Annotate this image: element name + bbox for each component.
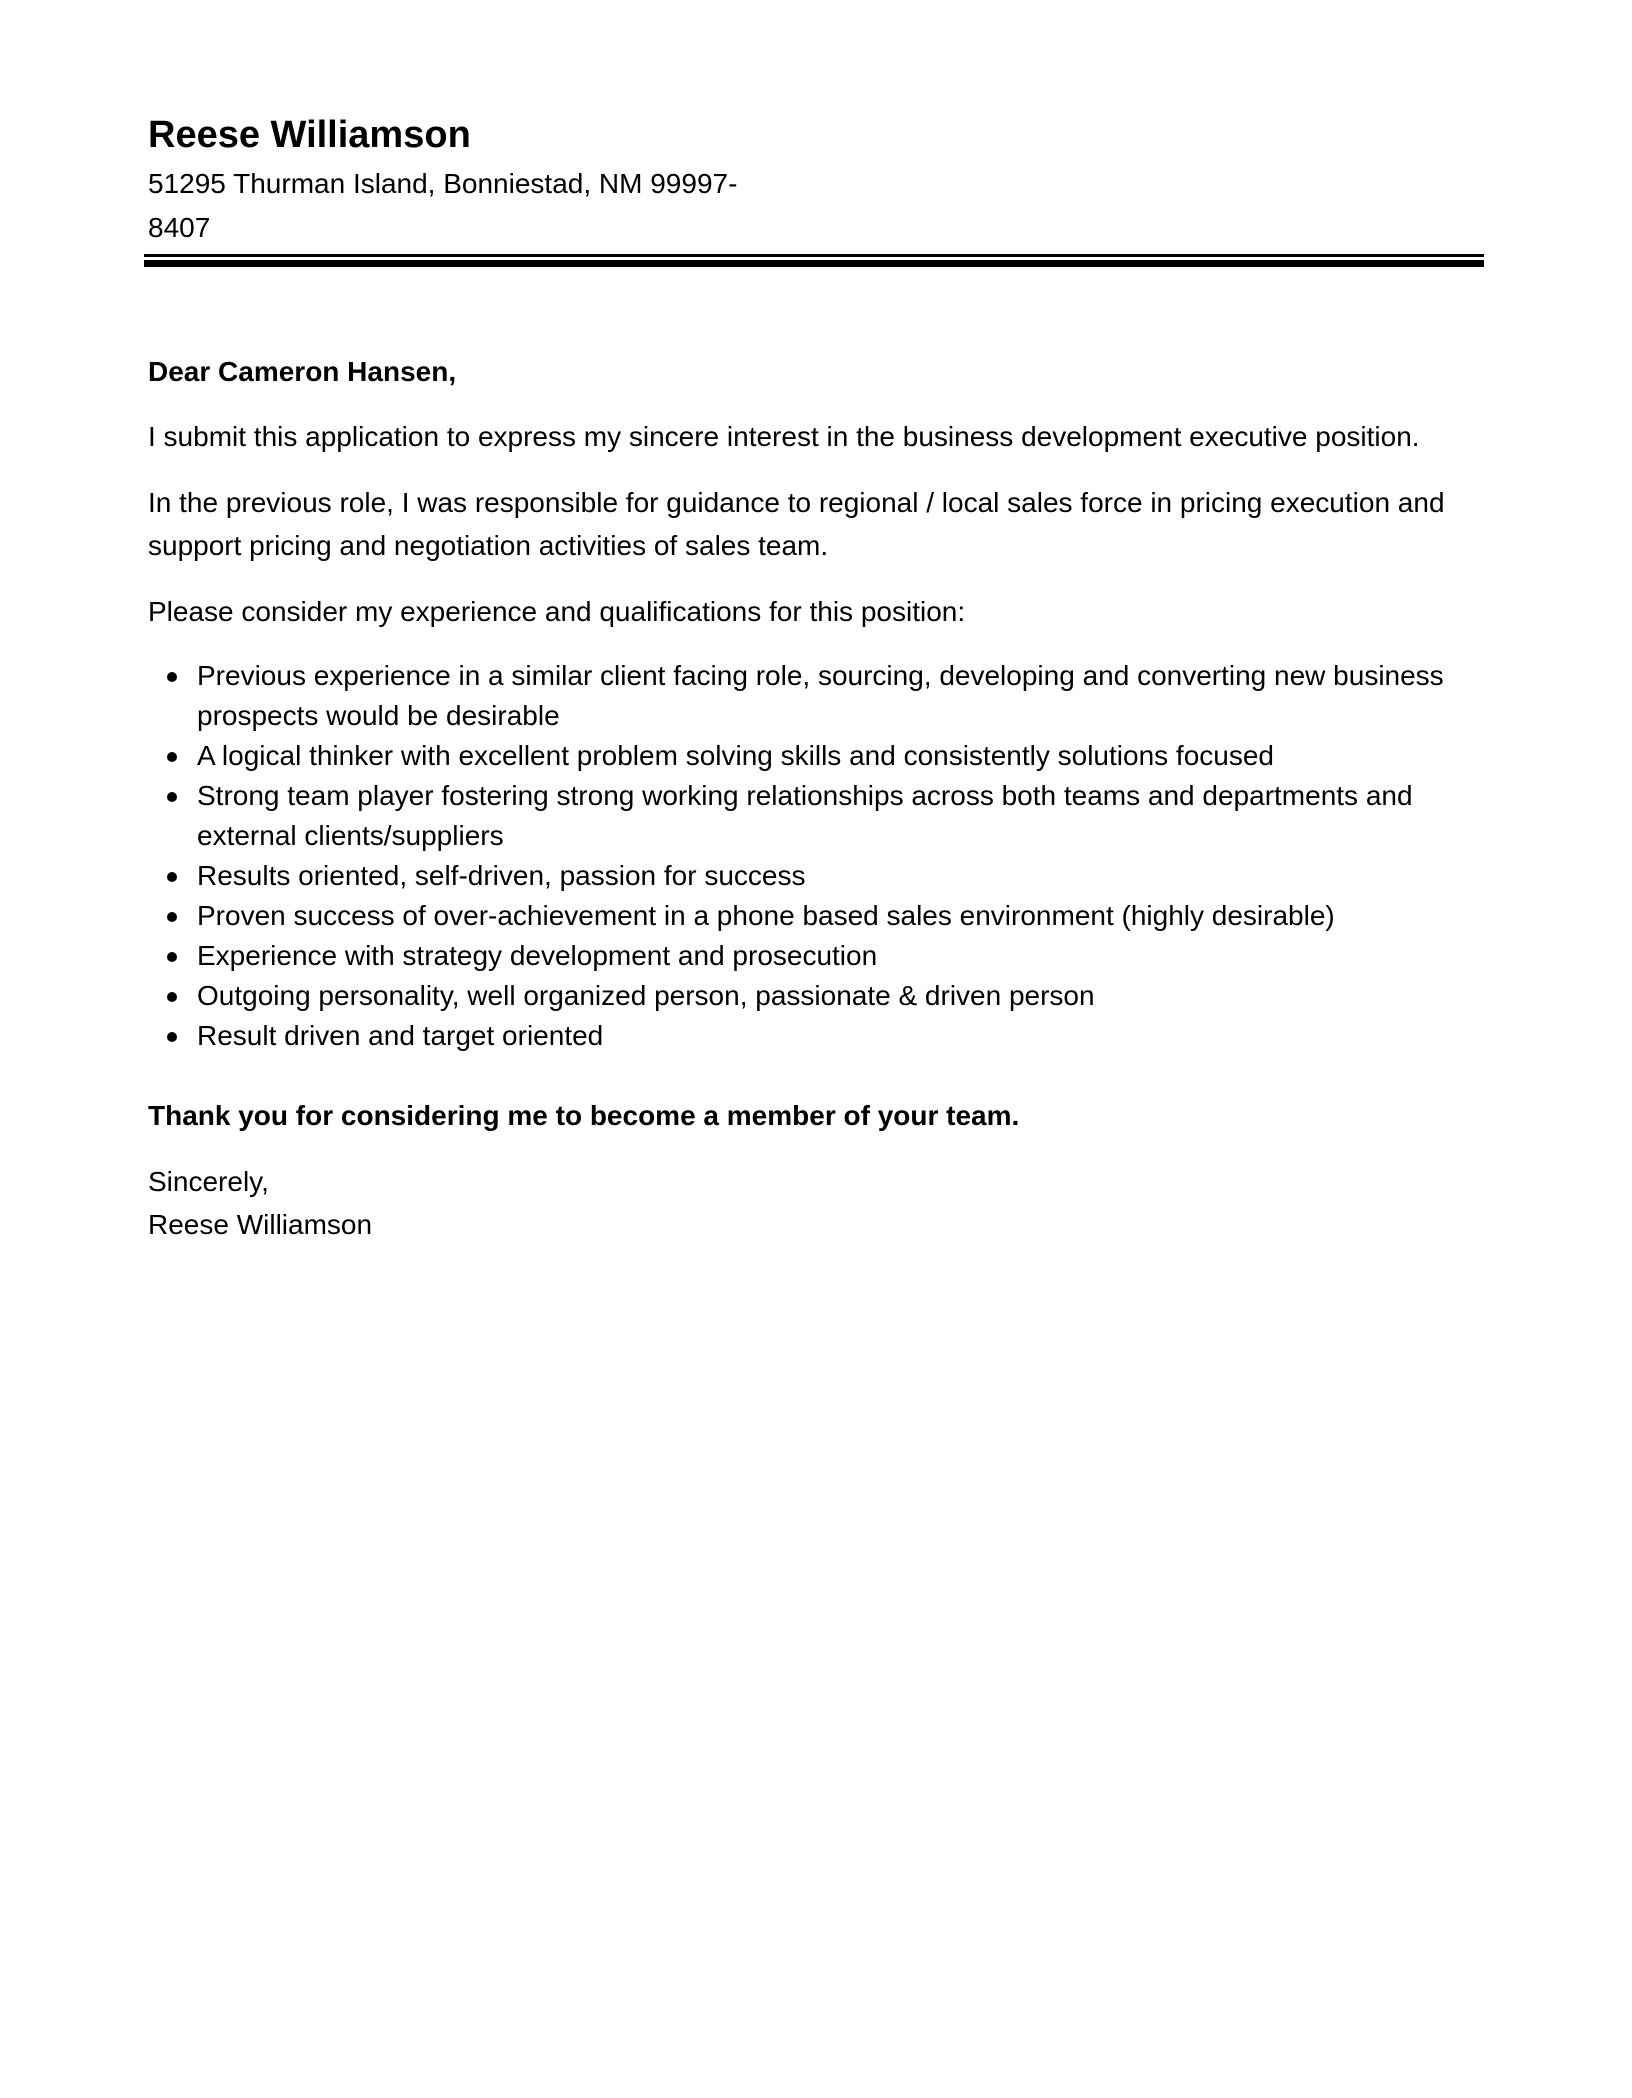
sender-name: Reese Williamson xyxy=(148,114,471,156)
thank-you-line: Thank you for considering me to become a member of your team. xyxy=(148,1100,1020,1131)
bullet-icon xyxy=(167,1032,177,1042)
bullet-icon xyxy=(167,672,177,682)
consider-paragraph: Please consider my experience and qualifications for this position: xyxy=(148,596,966,627)
list-item xyxy=(197,976,1484,1016)
list-item xyxy=(197,1016,1484,1056)
list-item xyxy=(197,896,1484,936)
letter-header xyxy=(148,108,1484,250)
list-item-text: Previous experience in a similar client facing role, sourcing, developing and converting new business prospects would be desirable xyxy=(197,660,1444,731)
bullet-icon xyxy=(167,872,177,882)
list-item-text: A logical thinker with excellent problem solving skills and consistently solutions focused xyxy=(197,740,1274,771)
list-item-text: Result driven and target oriented xyxy=(197,1020,604,1051)
intro-paragraph: I submit this application to express my sincere interest in the business development executive position. xyxy=(148,421,1420,452)
closing: Sincerely, xyxy=(148,1166,269,1197)
list-item-text: Outgoing personality, well organized person, passionate & driven person xyxy=(197,980,1095,1011)
bullet-icon xyxy=(167,752,177,762)
qualifications-list xyxy=(148,656,1484,1056)
list-item-text: Proven success of over-achievement in a phone based sales environment (highly desirable) xyxy=(197,900,1335,931)
bullet-icon xyxy=(167,912,177,922)
list-item xyxy=(197,856,1484,896)
divider-thick-line xyxy=(144,260,1484,267)
sender-address: 51295 Thurman Island, Bonniestad, NM 99997-8407 xyxy=(148,168,738,243)
signature: Reese Williamson xyxy=(148,1209,373,1240)
list-item-text: Experience with strategy development and prosecution xyxy=(197,940,878,971)
bullet-icon xyxy=(167,792,177,802)
letter-body xyxy=(148,350,1484,1246)
list-item-text: Strong team player fostering strong working relationships across both teams and departments and external clients/suppliers xyxy=(197,780,1413,851)
bullet-icon xyxy=(167,952,177,962)
list-item xyxy=(197,936,1484,976)
salutation: Dear Cameron Hansen, xyxy=(148,356,457,387)
header-divider xyxy=(144,254,1484,267)
list-item xyxy=(197,656,1484,736)
bullet-icon xyxy=(167,992,177,1002)
previous-role-paragraph: In the previous role, I was responsible for guidance to regional / local sales force in pricing execution and support pricing and negotiation activities of sales team. xyxy=(148,487,1445,561)
list-item-text: Results oriented, self-driven, passion for success xyxy=(197,860,806,891)
list-item xyxy=(197,736,1484,776)
list-item xyxy=(197,776,1484,856)
